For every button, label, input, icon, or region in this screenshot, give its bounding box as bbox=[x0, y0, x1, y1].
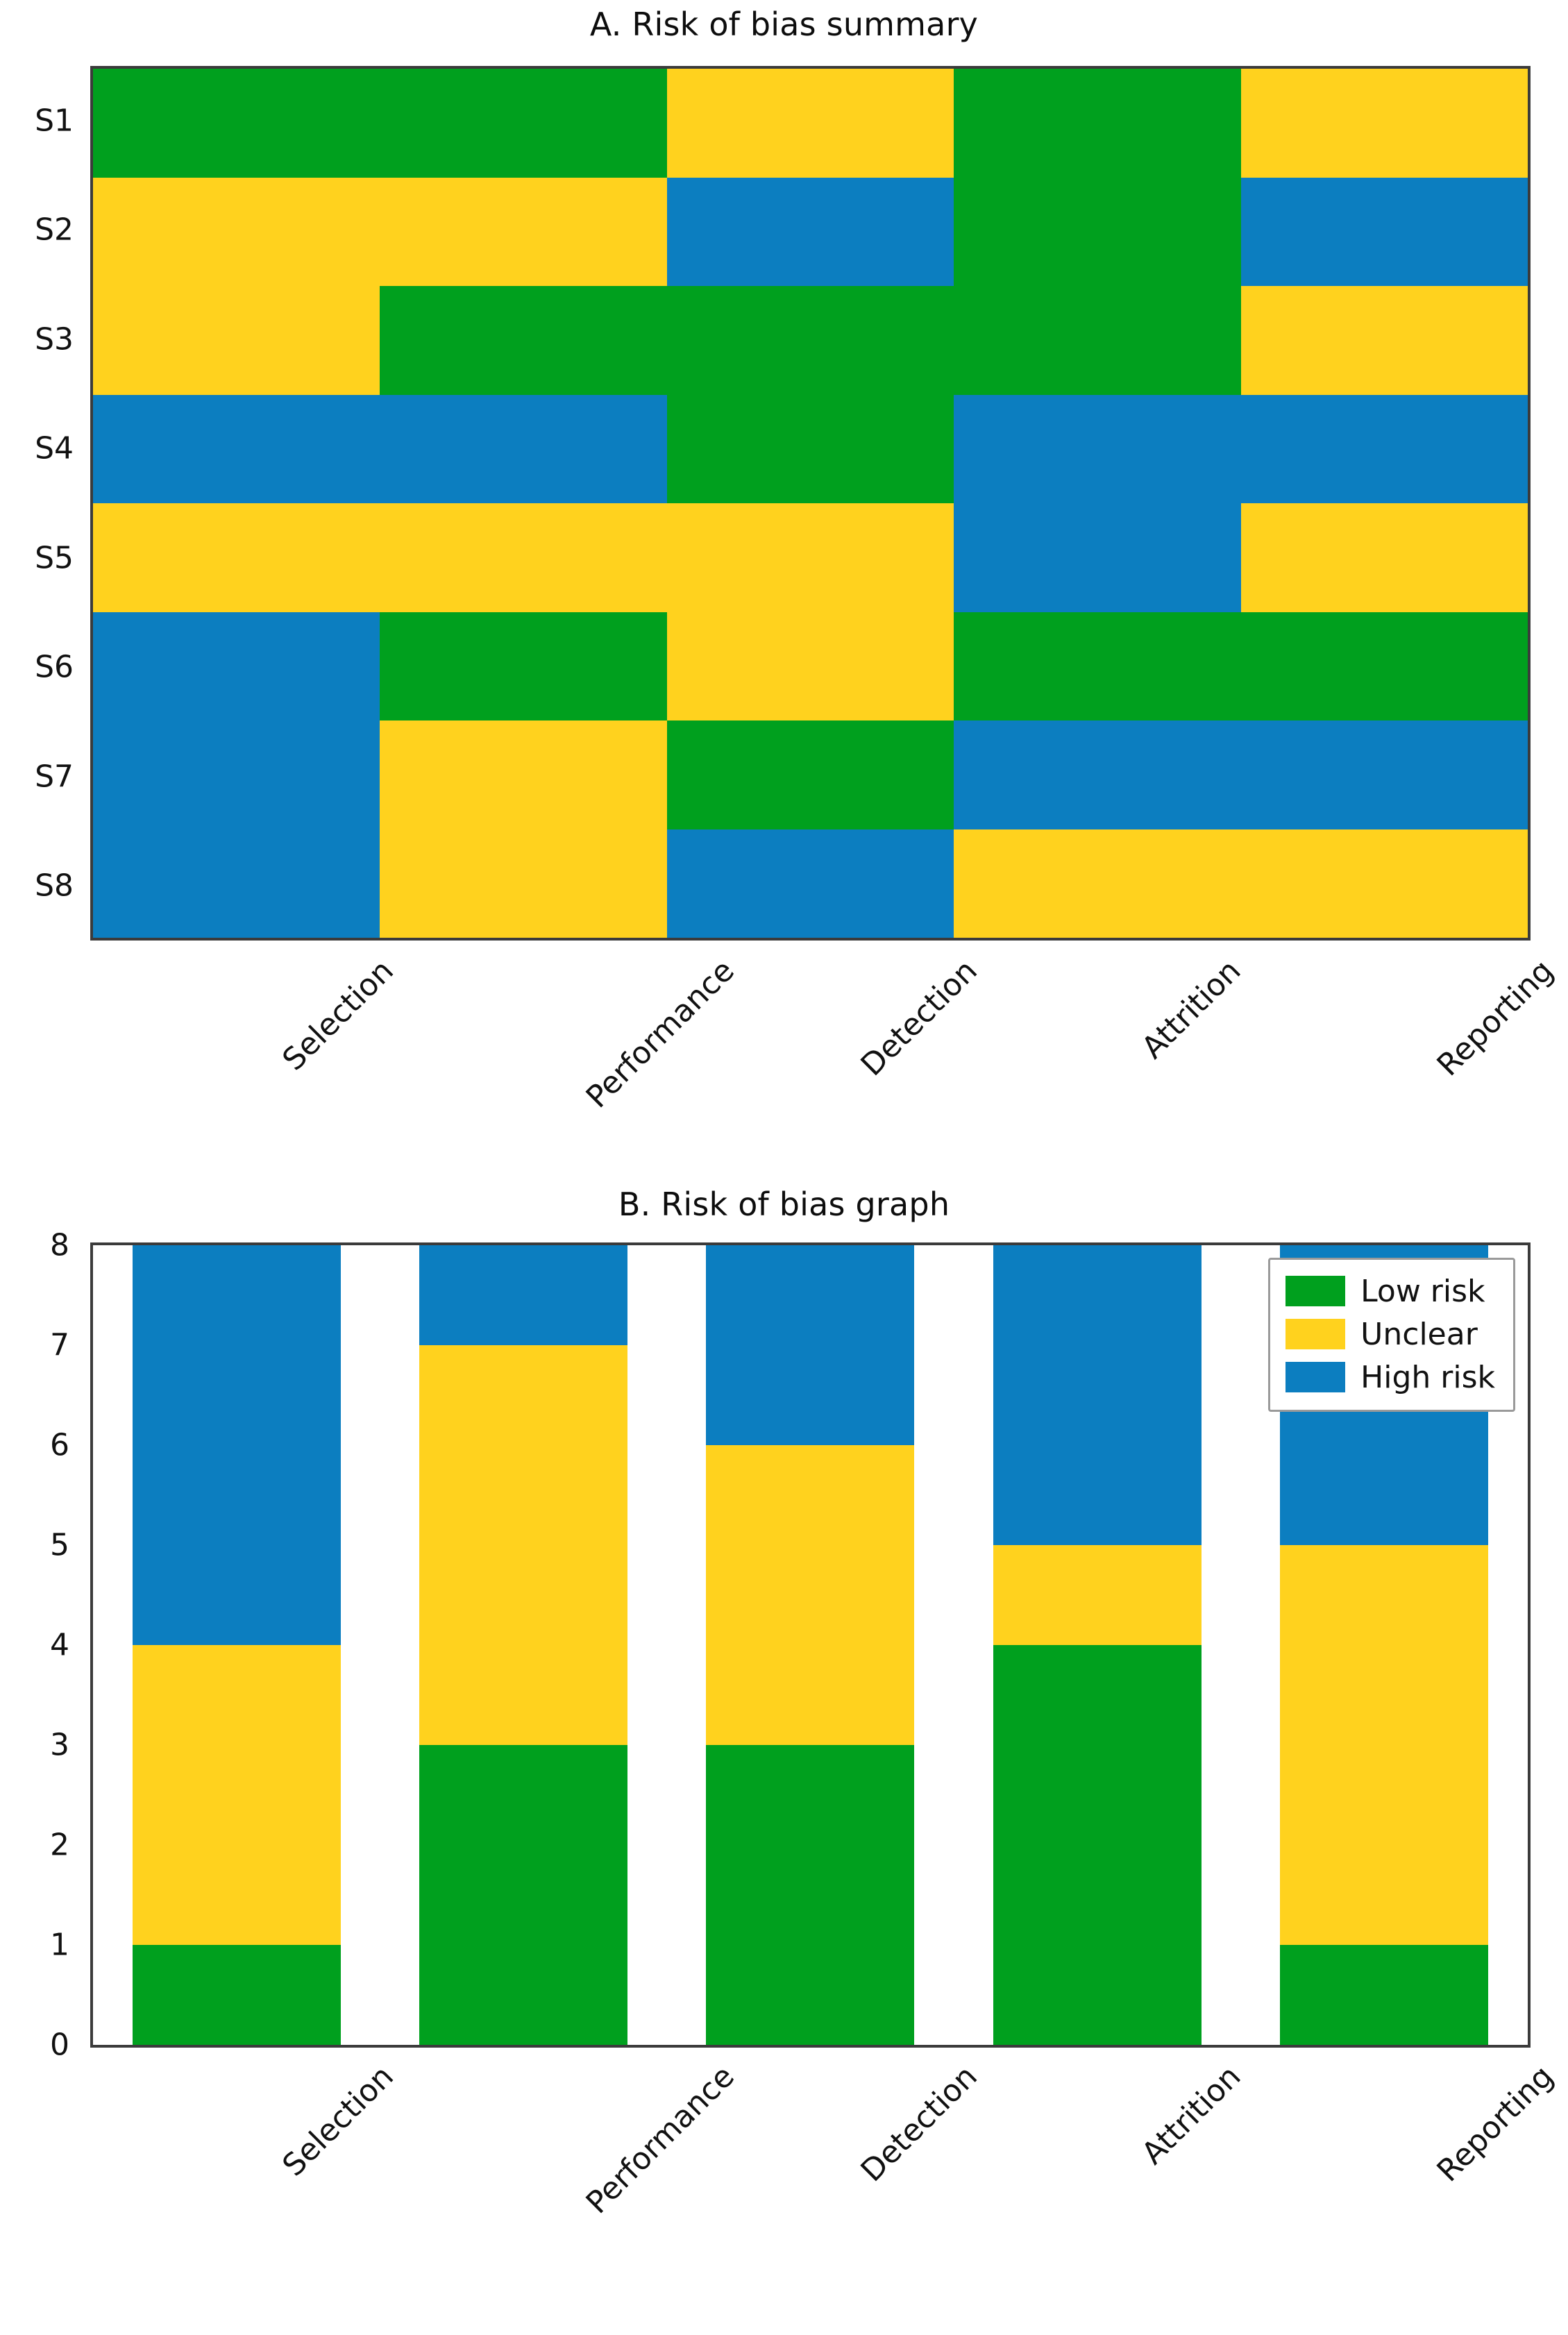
heatmap-cell bbox=[380, 503, 666, 612]
x-axis-tick-label: Performance bbox=[579, 953, 741, 1115]
heatmap-cell bbox=[380, 286, 666, 395]
panel-a-title: A. Risk of bias summary bbox=[589, 6, 979, 43]
heatmap-row-label: S4 bbox=[35, 430, 74, 466]
y-axis-tick-label: 2 bbox=[50, 1827, 69, 1863]
x-axis-tick-label: Reporting bbox=[1430, 953, 1560, 1084]
heatmap-cell bbox=[93, 829, 380, 938]
bar-segment bbox=[706, 1445, 914, 1745]
heatmap-cell bbox=[1241, 395, 1528, 504]
x-axis-tick-label: Attrition bbox=[1134, 2059, 1247, 2172]
chart-legend bbox=[1268, 1258, 1515, 1412]
legend-swatch bbox=[1285, 1319, 1345, 1349]
bar-segment bbox=[1280, 1945, 1488, 2045]
heatmap-cell bbox=[380, 395, 666, 504]
stacked-bar bbox=[993, 1245, 1202, 2045]
heatmap-y-axis-labels bbox=[1, 66, 83, 941]
legend-swatch bbox=[1285, 1276, 1345, 1306]
bar-segment bbox=[133, 1945, 341, 2045]
heatmap-cell bbox=[1241, 612, 1528, 721]
legend-item bbox=[1285, 1270, 1495, 1313]
heatmap-row-label: S1 bbox=[35, 103, 74, 139]
panel-b-title: B. Risk of bias graph bbox=[618, 1186, 950, 1223]
heatmap-cell bbox=[1241, 178, 1528, 287]
x-axis-tick-label: Detection bbox=[854, 953, 984, 1084]
heatmap-cell bbox=[93, 720, 380, 829]
heatmap-cell bbox=[667, 178, 954, 287]
heatmap-cell bbox=[380, 612, 666, 721]
heatmap-cell bbox=[667, 395, 954, 504]
bar-chart-x-axis-labels bbox=[90, 2053, 1560, 2234]
heatmap-row-label: S6 bbox=[35, 649, 74, 685]
x-axis-tick-label: Selection bbox=[275, 2059, 401, 2184]
bar-segment bbox=[419, 1345, 627, 1745]
stacked-bar bbox=[133, 1245, 341, 2045]
stacked-bar bbox=[419, 1245, 627, 2045]
x-axis-tick-label: Reporting bbox=[1430, 2059, 1560, 2189]
heatmap-cell bbox=[93, 286, 380, 395]
legend-item bbox=[1285, 1313, 1495, 1356]
heatmap-row-label: S5 bbox=[35, 540, 74, 576]
x-axis-tick-label: Performance bbox=[579, 2059, 741, 2221]
bar-segment bbox=[419, 1745, 627, 2045]
bar-segment bbox=[993, 1545, 1202, 1645]
bar-segment bbox=[1280, 1545, 1488, 1945]
legend-label: Unclear bbox=[1360, 1316, 1478, 1352]
bar-segment bbox=[993, 1645, 1202, 2045]
legend-label: Low risk bbox=[1360, 1273, 1485, 1309]
heatmap-cell bbox=[954, 612, 1240, 721]
heatmap-cell bbox=[667, 69, 954, 178]
heatmap-cell bbox=[380, 178, 666, 287]
x-axis-tick-label: Attrition bbox=[1134, 953, 1247, 1066]
panel-a-risk-of-bias-summary bbox=[0, 0, 1568, 1138]
legend-label: High risk bbox=[1360, 1359, 1495, 1395]
y-axis-tick-label: 0 bbox=[50, 2027, 69, 2063]
bar-segment bbox=[133, 1645, 341, 1945]
heatmap-cell bbox=[667, 286, 954, 395]
heatmap-cell bbox=[93, 612, 380, 721]
panel-b-risk-of-bias-graph bbox=[0, 1180, 1568, 2335]
heatmap-cell bbox=[954, 720, 1240, 829]
bar-segment bbox=[993, 1245, 1202, 1545]
heatmap-x-axis-labels bbox=[90, 947, 1560, 1128]
y-axis-tick-label: 7 bbox=[50, 1327, 69, 1363]
heatmap-cell bbox=[954, 69, 1240, 178]
heatmap-cell bbox=[954, 503, 1240, 612]
x-axis-tick-label: Selection bbox=[275, 953, 401, 1078]
heatmap-grid bbox=[90, 66, 1531, 941]
heatmap-cell bbox=[667, 503, 954, 612]
heatmap-cell bbox=[380, 720, 666, 829]
heatmap-cell bbox=[954, 178, 1240, 287]
heatmap-cell bbox=[1241, 69, 1528, 178]
stacked-bar bbox=[706, 1245, 914, 2045]
y-axis-tick-label: 8 bbox=[50, 1227, 69, 1263]
heatmap-cell bbox=[380, 829, 666, 938]
legend-swatch bbox=[1285, 1362, 1345, 1392]
heatmap-row-label: S3 bbox=[35, 321, 74, 357]
legend-item bbox=[1285, 1356, 1495, 1399]
bar-segment bbox=[706, 1245, 914, 1445]
heatmap-cell bbox=[667, 829, 954, 938]
heatmap-cell bbox=[1241, 286, 1528, 395]
heatmap-cell bbox=[93, 503, 380, 612]
bar-segment bbox=[706, 1745, 914, 2045]
heatmap-cell bbox=[1241, 503, 1528, 612]
x-axis-tick-label: Detection bbox=[854, 2059, 984, 2189]
y-axis-tick-label: 5 bbox=[50, 1527, 69, 1563]
heatmap-cell bbox=[954, 286, 1240, 395]
bar-segment bbox=[419, 1245, 627, 1345]
heatmap-cell bbox=[380, 69, 666, 178]
heatmap-wrapper bbox=[35, 66, 1531, 941]
bar-plot-wrapper bbox=[50, 1227, 1531, 2063]
bar-segment bbox=[133, 1245, 341, 1645]
y-axis-tick-label: 1 bbox=[50, 1927, 69, 1963]
heatmap-cell bbox=[93, 69, 380, 178]
heatmap-cell bbox=[1241, 720, 1528, 829]
heatmap-cell bbox=[954, 829, 1240, 938]
heatmap-cell bbox=[93, 395, 380, 504]
y-axis-tick-label: 3 bbox=[50, 1727, 69, 1763]
heatmap-row-label: S7 bbox=[35, 759, 74, 795]
heatmap-cell bbox=[667, 612, 954, 721]
heatmap-row-label: S2 bbox=[35, 212, 74, 248]
heatmap-cell bbox=[667, 720, 954, 829]
y-axis-tick-label: 6 bbox=[50, 1427, 69, 1463]
heatmap-cell bbox=[954, 395, 1240, 504]
heatmap-row-label: S8 bbox=[35, 868, 74, 904]
y-axis-tick-label: 4 bbox=[50, 1627, 69, 1663]
heatmap-cell bbox=[1241, 829, 1528, 938]
heatmap-cell bbox=[93, 178, 380, 287]
bar-chart-plot-area bbox=[90, 1242, 1531, 2048]
